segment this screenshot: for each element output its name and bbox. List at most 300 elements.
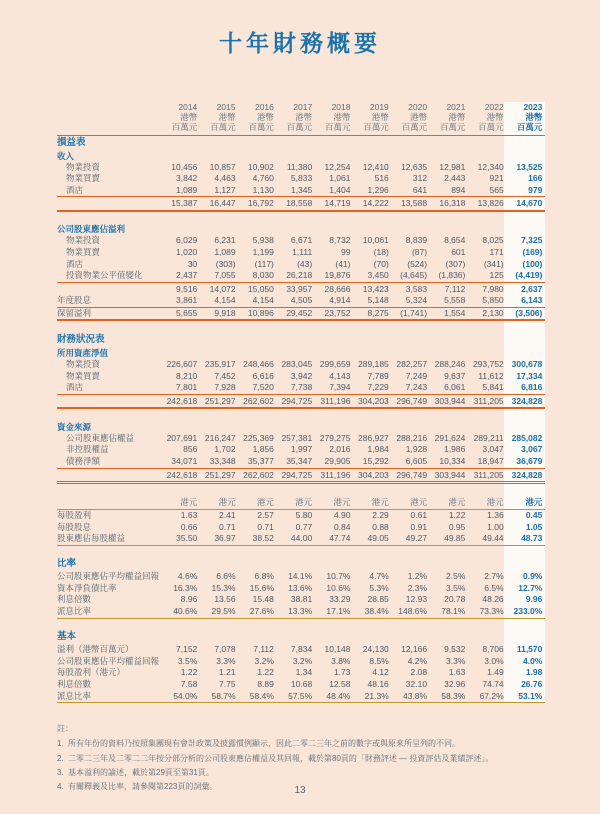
cell: 1.63 [180,509,198,520]
cell: 35.50 [159,533,197,545]
cell: 49.85 [427,533,465,545]
year-column-header: 2017 港幣 百萬元 [274,102,312,135]
cell: 58.7% [197,691,235,703]
cell: 311,196 [312,394,350,408]
cell [197,347,235,359]
cell: 5,938 [252,235,274,246]
cell: 4,914 [312,295,350,307]
cell [236,630,274,644]
cell [465,557,503,571]
cell: (1,836) [427,270,465,282]
cell: 4.0% [504,656,546,668]
table-row [57,594,545,606]
cell: 15,387 [159,197,197,211]
cell: 0.84 [333,521,351,532]
cell: 1.73 [333,667,351,678]
cell: 12,410 [362,161,389,172]
cell: 148.6% [389,606,427,618]
cell: 35,377 [236,456,274,468]
table-row [57,656,545,668]
table-row [57,247,545,259]
total-row [57,468,545,482]
cell [159,135,197,150]
cell: 7,055 [197,270,235,282]
cell [465,630,503,644]
cell: 港元 [389,496,427,510]
cell: 303,944 [427,468,465,482]
note-item [57,738,545,749]
cell: (303) [215,258,236,269]
page-number: 13 [294,785,306,796]
cell [236,618,274,630]
cell: 7,112 [253,644,274,655]
row-label: 損益表 [57,136,86,148]
table-row [57,382,545,394]
cell: 4,760 [252,173,274,184]
cell [274,347,312,359]
cell: 49.05 [350,533,388,545]
cell: 3,067 [504,444,546,456]
row-label: 公司股東應佔權益 [66,432,135,443]
cell: 304,203 [350,394,388,408]
cell [236,482,274,496]
cell: 6,671 [290,235,313,246]
cell: 10.68 [290,679,313,690]
cell [504,630,546,644]
cell [465,421,503,433]
cell: 289,185 [358,358,389,369]
table-row [57,259,545,271]
cell: 4.12 [372,667,389,678]
cell: (43) [297,258,313,269]
cell: 1,089 [214,246,236,257]
cell [312,223,350,235]
cell: 67.2% [465,691,503,703]
cell: 18,558 [274,197,312,211]
cell: 19,876 [312,270,350,282]
cell: 10,061 [362,235,389,246]
cell [274,333,312,347]
cell [197,618,235,630]
cell: (1,741) [389,307,427,320]
cell: 856 [183,444,198,455]
cell: 5.3% [369,582,389,593]
cell [427,421,465,433]
cell: 2,637 [504,282,546,295]
cell [197,421,235,433]
cell [312,421,350,433]
cell [197,630,235,644]
cell: 2.7% [484,571,504,582]
cell [159,333,197,347]
row-label: 資金來源 [57,421,92,432]
cell: (117) [254,258,274,269]
subhead-row [57,421,545,433]
cell [389,408,427,421]
table-row [57,509,545,521]
cell: 4.6% [177,571,198,582]
row-label: 投資物業公平值變化 [57,270,159,282]
cell [159,150,197,162]
cell [197,333,235,347]
cell: 3,583 [405,283,428,294]
cell: 294,725 [274,394,312,408]
cell [504,421,546,433]
cell: (41) [335,258,351,269]
cell: 125 [465,270,503,282]
row-label: 基本 [57,631,77,643]
note-number: 4. [57,782,64,792]
cell [312,545,350,557]
cell: 15,292 [350,456,388,468]
cell: 516 [374,173,389,184]
cell: 38.52 [236,533,274,545]
cell: 8.96 [180,594,198,605]
table-row [57,571,545,583]
cell: 6,605 [389,456,427,468]
cell [465,320,503,333]
cell: 2,443 [444,173,466,184]
cell: 242,618 [159,468,197,482]
cell: 32.10 [405,679,428,690]
cell: 6.5% [484,582,504,593]
cell [159,408,197,421]
cell: 10,148 [324,644,351,655]
cell [465,347,503,359]
cell: 8,210 [176,370,198,381]
cell: 0.9% [504,571,546,583]
cell: 1.22 [180,667,198,678]
cell: 3.2% [292,655,313,666]
note-text: 所有年份的資料乃按照集團現有會計政策及披露慣例顯示，因此二零二三年之前的數字或與原來所呈列的不同。 [68,739,460,749]
row-label: 所用資產淨值 [57,347,109,358]
note-text: 基本溢利的論述，載於第29頁至第31頁。 [68,767,214,777]
cell: 565 [465,185,503,197]
cell: 5,841 [465,382,503,394]
cell: 1.98 [504,667,546,679]
cell: 49.44 [465,533,503,545]
cell: 12.58 [329,679,351,690]
cell: 296,749 [389,394,427,408]
notes [57,723,545,792]
cell: 166 [504,173,546,185]
cell: (341) [483,258,504,269]
cell: 300,678 [504,359,546,371]
cell: 2,016 [329,444,351,455]
cell: 38.81 [290,594,313,605]
cell: 7.58 [180,679,198,690]
table-row [57,691,545,703]
cell [236,223,274,235]
table-row [57,533,545,545]
cell [197,223,235,235]
cell: 12,254 [324,161,351,172]
cell [465,618,503,630]
cell: 13,525 [504,162,546,174]
table-row [57,307,545,320]
note-item [57,753,545,764]
cell: 12,340 [477,161,504,172]
cell: 1,984 [367,444,389,455]
cell: 248,466 [243,358,274,369]
cell [504,320,546,333]
cell: 2.29 [372,509,389,520]
table-row [57,173,545,185]
cell: (18) [373,246,389,257]
row-label: 物業投資 [66,161,101,172]
cell: 7,928 [197,382,235,394]
cell: 0.91 [410,521,428,532]
row-label: 非控股權益 [66,444,109,455]
note-number: 1. [57,739,64,749]
cell: 10,334 [427,456,465,468]
table-row [57,359,545,371]
cell [504,347,546,359]
cell: 6,816 [504,382,546,394]
cell [350,630,388,644]
cell [274,223,312,235]
cell: 36,679 [504,456,546,468]
cell: 1.2% [407,571,428,582]
cell [389,320,427,333]
cell: 48.26 [482,594,504,605]
note-number: 2. [57,753,64,763]
cell: 0.71 [219,521,236,532]
cell [504,211,546,224]
cell: 8,275 [350,307,388,320]
cell: 7,325 [504,235,546,247]
cell: 311,205 [465,468,503,482]
cell: 14,670 [504,197,546,211]
cell: 58.3% [427,691,465,703]
cell: 48.73 [504,533,546,545]
cell: 10,902 [247,161,274,172]
cell: 4,154 [197,295,235,307]
cell: 28.85 [367,594,389,605]
row-label: 資本淨負債比率 [57,582,117,593]
row-label: 收入 [57,150,75,161]
cell: 53.1% [504,691,546,703]
cell: 14,719 [312,197,350,211]
cell: 242,618 [159,394,197,408]
row-label: 公司股東應佔溢利 [57,224,126,235]
cell [427,557,465,571]
cell: 13.56 [214,594,236,605]
table-row [57,644,545,656]
cell [312,333,350,347]
cell: 303,944 [427,394,465,408]
cell: 1,345 [274,185,312,197]
cell: 285,082 [504,433,546,445]
year-column-header: 2015 港幣 百萬元 [197,102,235,135]
cell [389,618,427,630]
cell [427,135,465,150]
cell: 1.34 [295,667,313,678]
cell [350,333,388,347]
row-label: 股東應佔每股權益 [57,533,159,545]
cell: 6,029 [176,235,198,246]
cell: 4.2% [407,655,428,666]
cell: 311,196 [312,468,350,482]
cell: 99 [341,246,351,257]
note-number: 3. [57,767,64,777]
cell: 10.7% [326,571,351,582]
cell: 9,918 [197,307,235,320]
cell: 1,928 [405,444,428,455]
cell: 324,828 [504,394,546,408]
cell: 1,020 [176,246,198,257]
cell [465,545,503,557]
cell: 14,072 [209,283,236,294]
cell: 279,275 [319,432,351,443]
row-label: 派息比率 [57,691,159,703]
cell [312,630,350,644]
cell: 4,154 [236,295,274,307]
cell: 8.89 [257,679,274,690]
cell [274,320,312,333]
table-row [57,371,545,383]
cell [504,333,546,347]
cell: 4.90 [333,509,351,520]
cell: 291,624 [434,432,466,443]
cell [389,333,427,347]
cell [504,408,546,421]
cell [389,150,427,162]
cell [197,320,235,333]
cell [465,408,503,421]
cell [312,482,350,496]
cell [350,421,388,433]
row-label: 物業買賣 [66,246,101,257]
cell: 8.5% [369,655,389,666]
cell: 2.5% [446,571,466,582]
cell: (3,506) [504,307,546,320]
cell: 3,047 [482,444,504,455]
cell [236,135,274,150]
cell: 3.5% [446,582,466,593]
cell: 47.74 [312,533,350,545]
cell: 5,833 [290,173,313,184]
row-label: 酒店 [66,258,84,269]
cell: 10,857 [209,161,236,172]
cell: 15.3% [211,582,236,593]
spacer-row [57,482,545,496]
cell: 1,127 [197,185,235,197]
cell: 12,981 [439,161,466,172]
cell: 288,216 [396,432,428,443]
row-label: 保留溢利 [57,307,159,320]
cell: 6,143 [504,295,546,307]
cell: 2.41 [219,509,236,520]
cell: 1,404 [312,185,350,197]
cell [504,150,546,162]
cell: 16.3% [173,582,198,593]
unit-row [57,496,545,510]
cell: 13.6% [288,582,313,593]
cell [427,482,465,496]
cell [350,618,388,630]
cell: 58.4% [236,691,274,703]
cell: 293,752 [472,358,504,369]
cell [465,150,503,162]
cell [159,482,197,496]
cell: 34,071 [159,456,197,468]
cell: 304,203 [350,468,388,482]
cell: 7,801 [159,382,197,394]
section-row [57,333,545,347]
cell: 57.5% [274,691,312,703]
year-column-header: 2014 港幣 百萬元 [159,102,197,135]
cell: 1.05 [504,522,546,534]
table-row [57,522,545,534]
cell: 10.6% [326,582,351,593]
cell: 1,130 [236,185,274,197]
cell: 8,732 [329,235,351,246]
cell: 0.71 [257,521,274,532]
row-label: 利息倍數 [57,594,92,605]
cell: 6,616 [252,370,274,381]
cell: 港元 [159,496,197,510]
cell [236,545,274,557]
cell [159,421,197,433]
cell: 48.4% [312,691,350,703]
cell [197,482,235,496]
cell: 12,166 [401,644,428,655]
cell: 7,152 [176,644,198,655]
cell: 10,456 [171,161,198,172]
year-column-header: 2016 港幣 百萬元 [236,102,274,135]
cell: 26,218 [274,270,312,282]
cell: 6.6% [216,571,236,582]
cell [427,320,465,333]
cell: 0.66 [180,521,198,532]
row-label: 酒店 [57,382,159,394]
cell: 23,752 [312,307,350,320]
cell: 8,654 [444,235,466,246]
row-label: 每股盈利 [57,509,92,520]
cell [389,421,427,433]
cell: 12.93 [405,594,428,605]
cell: 14.1% [288,571,313,582]
cell: 3,842 [176,173,198,184]
cell: 5,324 [389,295,427,307]
cell: 港元 [504,496,546,510]
table-row [57,433,545,445]
cell: 312 [412,173,428,184]
cell: 33,348 [197,456,235,468]
cell: 294,725 [274,468,312,482]
year-column-header: 2022 港幣 百萬元 [465,102,503,135]
cell [350,320,388,333]
cell: 54.0% [159,691,197,703]
cell: 257,381 [281,432,313,443]
table-row [57,583,545,595]
cell [159,545,197,557]
cell: 0.45 [504,509,546,521]
cell: 1.36 [487,509,504,520]
cell [159,557,197,571]
cell: 5.80 [295,509,313,520]
row-label: 溢利（港幣百萬元） [57,644,134,655]
cell: 299,659 [319,358,351,369]
cell [159,211,197,224]
cell: 38.4% [350,606,388,618]
cell: 9,637 [444,370,466,381]
section-row [57,630,545,644]
cell: 13.3% [274,606,312,618]
cell: 7,980 [482,283,504,294]
cell [427,333,465,347]
